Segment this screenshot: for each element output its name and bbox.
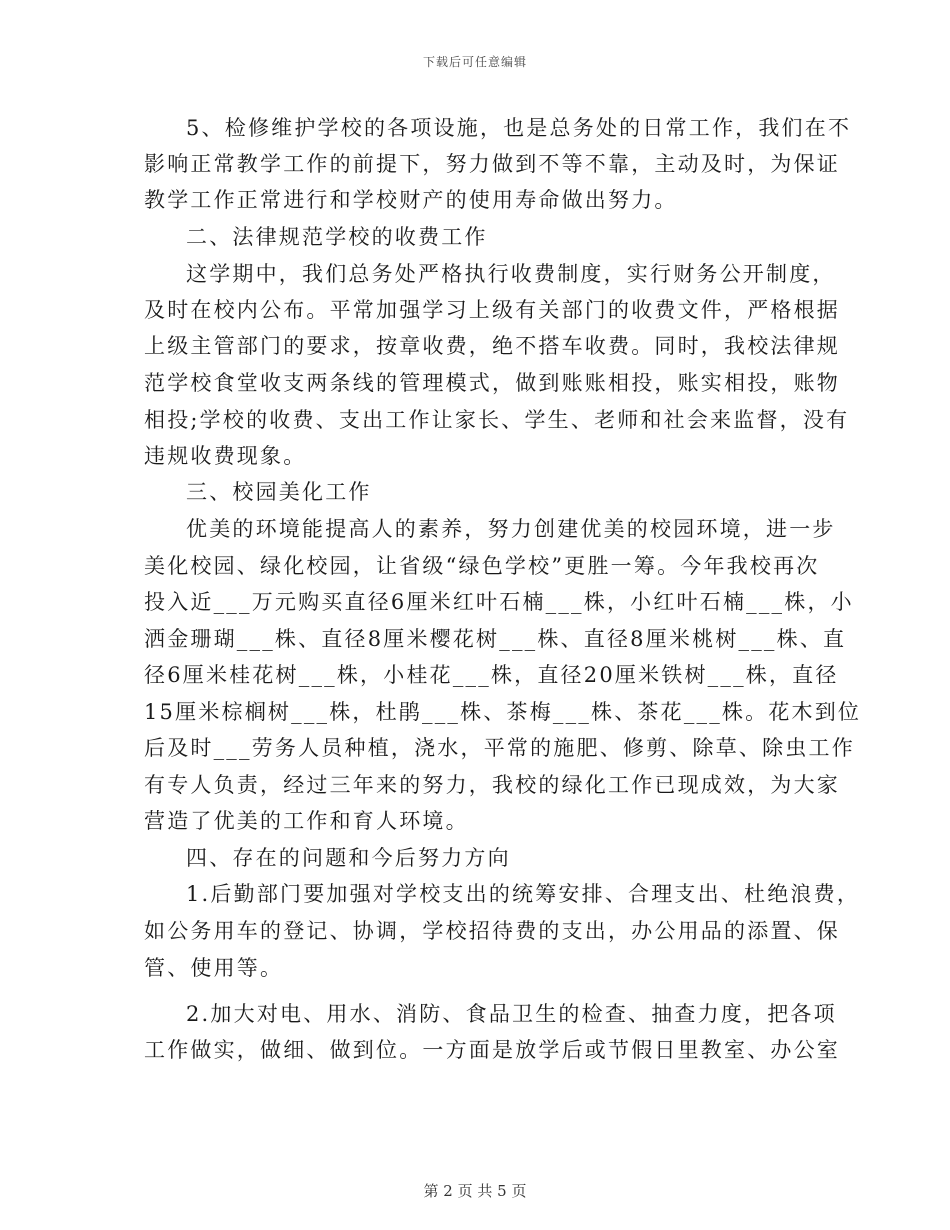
body-line: 工作做实，做细、做到位。一方面是放学后或节假日里教室、办公室 — [144, 1038, 840, 1062]
body-line: 影响正常教学工作的前提下，努力做到不等不靠，主动及时，为保证 — [144, 152, 840, 176]
body-line: 违规收费现象。 — [144, 444, 307, 468]
body-line: 15厘米棕榈树___株，杜鹃___株、茶梅___株、茶花___株。花木到位 — [144, 700, 862, 724]
section-heading: 二、法律规范学校的收费工作 — [186, 225, 488, 249]
body-line: 5、检修维护学校的各项设施，也是总务处的日常工作，我们在不 — [186, 116, 852, 140]
body-line: 范学校食堂收支两条线的管理模式，做到账账相投，账实相投，账物 — [144, 371, 840, 395]
body-line: 洒金珊瑚___株、直径8厘米樱花树___株、直径8厘米桃树___株、直 — [144, 627, 847, 651]
body-line: 优美的环境能提高人的素养，努力创建优美的校园环境，进一步 — [186, 517, 836, 541]
body-line: 有专人负责，经过三年来的努力，我校的绿化工作已现成效，为大家 — [144, 773, 840, 797]
body-line: 径6厘米桂花树___株，小桂花___株，直径20厘米铁树___株，直径 — [144, 663, 839, 687]
body-line: 2.加大对电、用水、消防、食品卫生的检查、抽查力度，把各项 — [186, 1002, 837, 1026]
body-line: 教学工作正常进行和学校财产的使用寿命做出努力。 — [144, 188, 678, 212]
body-line: 1.后勤部门要加强对学校支出的统筹安排、合理支出、杜绝浪费， — [186, 882, 861, 906]
body-line: 相投;学校的收费、支出工作让家长、学生、老师和社会来监督，没有 — [144, 408, 850, 432]
body-line: 投入近___万元购买直径6厘米红叶石楠___株，小红叶石楠___株，小 — [144, 590, 854, 614]
body-line: 营造了优美的工作和育人环境。 — [144, 809, 469, 833]
body-line: 后及时___劳务人员种植，浇水，平常的施肥、修剪、除草、除虫工作 — [144, 736, 855, 760]
body-line: 这学期中，我们总务处严格执行收费制度，实行财务公开制度， — [186, 262, 836, 286]
body-line: 管、使用等。 — [144, 956, 284, 980]
page-number: 第 2 页 共 5 页 — [423, 1182, 527, 1200]
body-line: 上级主管部门的要求，按章收费，绝不搭车收费。同时，我校法律规 — [144, 334, 840, 358]
page-header: 下载后可任意编辑 — [422, 55, 527, 69]
body-line: 及时在校内公布。平常加强学习上级有关部门的收费文件，严格根据 — [144, 298, 840, 322]
section-heading: 三、校园美化工作 — [186, 480, 372, 504]
body-line: 如公务用车的登记、协调，学校招待费的支出，办公用品的添置、保 — [144, 919, 840, 943]
body-line: 美化校园、绿化校园，让省级“绿色学校”更胜一筹。今年我校再次 — [144, 554, 820, 578]
section-heading: 四、存在的问题和今后努力方向 — [186, 846, 511, 870]
